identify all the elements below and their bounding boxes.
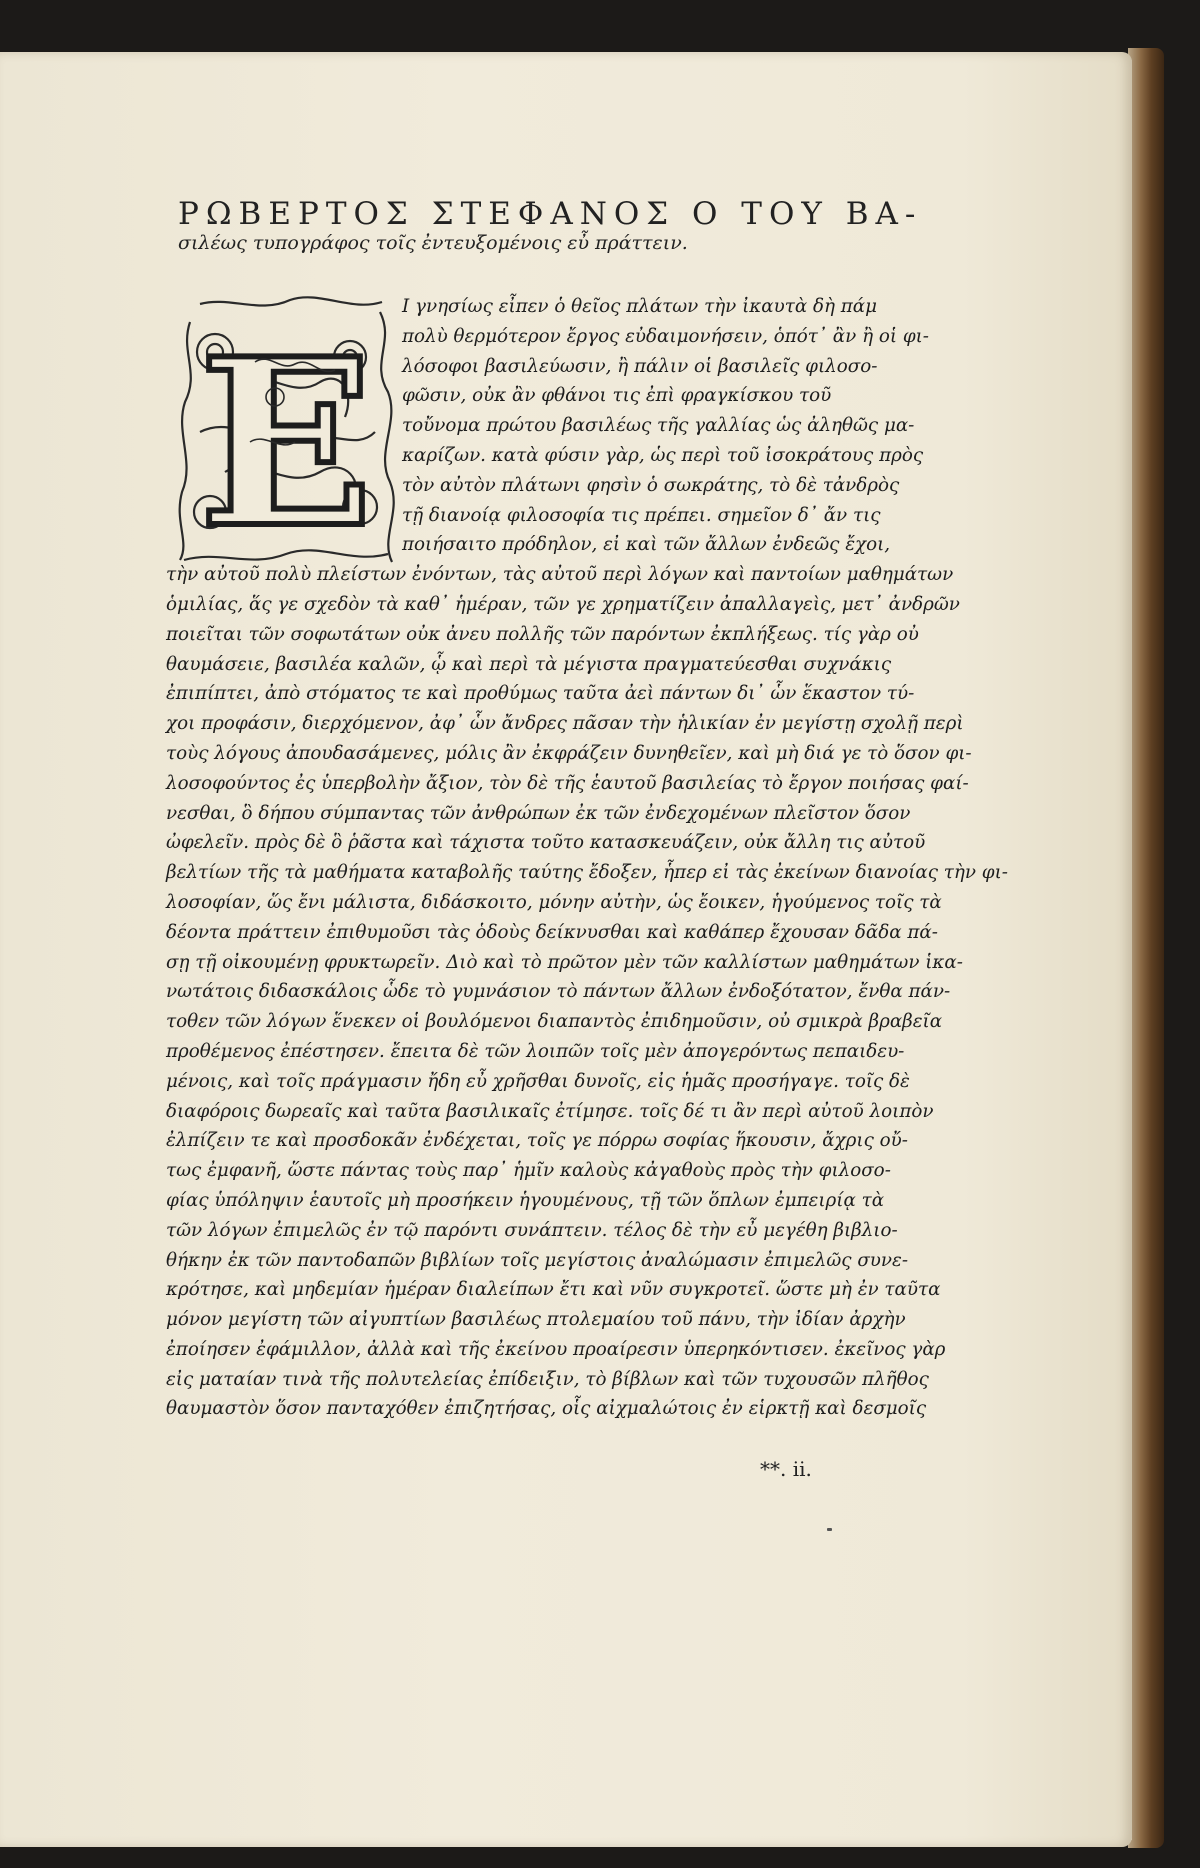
text-line: νεσθαι, ὃ δήπου σύμπαντας τῶν ἀνθρώπων ἐκ τῶν ἐνδεχομένων πλεῖστον ὅσον <box>166 802 911 824</box>
text-line: ἐλπίζειν τε καὶ προσδοκᾶν ἐνδέχεται, τοῖς γε πόρρω σοφίας ἥκουσιν, ἄχρις οὔ- <box>166 1130 908 1152</box>
page-title: ΡΩΒΕΡΤΟΣ ΣΤΕΦΑΝΟΣ Ο ΤΟΥ ΒΑ- <box>178 196 923 232</box>
text-line: μένοις, καὶ τοῖς πράγμασιν ἤδη εὖ χρῆσθαι δυνοῖς, εἰς ἡμᾶς προσήγαγε. τοῖς δὲ <box>166 1070 910 1092</box>
text-line: τοὔνομα πρώτου βασιλέως τῆς γαλλίας ὡς ἀληθῶς μα- <box>402 415 915 437</box>
text-line: μόνον μεγίστη τῶν αἰγυπτίων βασιλέως πτολεμαίου τοῦ πάνυ, τὴν ἰδίαν ἀρχὴν <box>166 1309 906 1331</box>
text-line: ἐποίησεν ἐφάμιλλον, ἀλλὰ καὶ τῆς ἐκείνου προαίρεσιν ὑπερηκόντισεν. ἐκεῖνος γὰρ <box>166 1338 946 1360</box>
text-line: νωτάτοις διδασκάλοις ὧδε τὸ γυμνάσιον τὸ πάντων ἄλλων ἐνδοξότατον, ἔνθα πάν- <box>166 981 951 1003</box>
text-line: τοὺς λόγους ἀπουδασάμενες, μόλις ἂν ἐκφράζειν δυνηθεῖεν, καὶ μὴ διά γε τὸ ὅσον φι- <box>166 742 972 764</box>
text-line: εἰς ματαίαν τινὰ τῆς πολυτελείας ἐπίδειξιν, τὸ βίβλων καὶ τῶν τυχουσῶν πλῆθος <box>166 1368 929 1390</box>
text-line: τως ἐμφανῆ, ὥστε πάντας τοὺς παρ᾽ ἡμῖν καλοὺς κἀγαθοὺς πρὸς τὴν φιλοσο- <box>166 1160 891 1182</box>
text-line: χοι προφάσιν, διερχόμενον, ἀφ᾽ ὧν ἄνδρες πᾶσαν τὴν ἡλικίαν ἐν μεγίστῃ σχολῇ περὶ <box>166 713 964 735</box>
text-line: κρότησε, καὶ μηδεμίαν ἡμέραν διαλείπων ἔτι καὶ νῦν συγκροτεῖ. ὥστε μὴ ἐν ταῦτα <box>166 1279 941 1301</box>
text-line: τὴν αὐτοῦ πολὺ πλείστων ἐνόντων, τὰς αὐτοῦ περὶ λόγων καὶ παντοίων μαθημάτων <box>166 564 954 586</box>
body-text <box>166 292 1008 1424</box>
text-line: διαφόροις δωρεαῖς καὶ ταῦτα βασιλικαῖς ἐτίμησε. τοῖς δέ τι ἂν περὶ αὐτοῦ λοιπὸν <box>166 1100 934 1122</box>
text-line: θαυμαστὸν ὅσον πανταχόθεν ἐπιζητήσας, οἷς αἰχμαλώτοις ἐν εἱρκτῇ καὶ δεσμοῖς <box>166 1398 927 1420</box>
text-line: ἐπιπίπτει, ἀπὸ στόματος τε καὶ προθύμως ταῦτα ἀεὶ πάντων δι᾽ ὧν ἕκαστον τύ- <box>166 683 915 705</box>
text-line: βελτίων τῆς τὰ μαθήματα καταβολῆς ταύτης ἔδοξεν, ἧπερ εἰ τὰς ἐκείνων διανοίας τὴν φι- <box>166 862 1008 884</box>
book-spine <box>1128 48 1164 1848</box>
text-line: δέοντα πράττειν ἐπιθυμοῦσι τὰς ὁδοὺς δείκνυσθαι καὶ καθάπερ ἔχουσαν δᾶδα πά- <box>166 921 938 943</box>
text-line: ὠφελεῖν. πρὸς δὲ ὃ ῥᾶστα καὶ τάχιστα τοῦτο κατασκευάζειν, οὐκ ἄλλη τις αὐτοῦ <box>166 832 926 854</box>
text-line: Ι γνησίως εἶπεν ὁ θεῖος πλάτων τὴν ἰκαυτὰ δὴ πάμ <box>402 296 877 317</box>
text-line: σῃ τῇ οἰκουμένῃ φρυκτωρεῖν. Διὸ καὶ τὸ πρῶτον μὲν τῶν καλλίστων μαθημάτων ἱκα- <box>166 951 963 973</box>
text-line: τῇ διανοίᾳ φιλοσοφία τις πρέπει. σημεῖον δ᾽ ἄν τις <box>402 504 881 526</box>
text-line: ποιεῖται τῶν σοφωτάτων οὐκ ἀνευ πολλῆς τῶν παρόντων ἐκπλήξεως. τίς γὰρ οὐ <box>166 623 919 645</box>
page-subtitle: σιλέως τυπογράφος τοῖς ἐντευξομένοις εὖ πράττειν. <box>178 232 688 254</box>
text-line: τοθεν τῶν λόγων ἕνεκεν οἱ βουλόμενοι διαπαντὸς ἐπιδημοῦσιν, οὐ σμικρὰ βραβεῖα <box>166 1011 943 1033</box>
text-line: τὸν αὐτὸν πλάτωνι φησὶν ὁ σωκράτης, τὸ δὲ τἀνδρὸς <box>402 474 900 496</box>
ink-speck <box>827 1528 832 1531</box>
text-line: λοσοφίαν, ὥς ἔνι μάλιστα, διδάσκοιτο, μόνην αὐτὴν, ὡς ἔοικεν, ἡγούμενος τοῖς τὰ <box>166 891 942 913</box>
text-line: φῶσιν, οὐκ ἂν φθάνοι τις ἐπὶ φραγκίσκου τοῦ <box>402 385 832 407</box>
text-line: πολὺ θερμότερον ἔργος εὐδαιμονήσειν, ὁπότ᾽ ἂν ἢ οἱ φι- <box>402 325 929 347</box>
text-line: τῶν λόγων ἐπιμελῶς ἐν τῷ παρόντι συνάπτειν. τέλος δὲ τὴν εὖ μεγέθη βιβλιο- <box>166 1219 898 1241</box>
text-line: φίας ὑπόληψιν ἑαυτοῖς μὴ προσήκειν ἡγουμένους, τῇ τῶν ὅπλων ἐμπειρίᾳ τὰ <box>166 1189 885 1211</box>
text-line: λόσοφοι βασιλεύωσιν, ἢ πάλιν οἱ βασιλεῖς φιλοσο- <box>402 355 878 377</box>
text-line: ποιήσαιτο πρόδηλον, εἰ καὶ τῶν ἄλλων ἐνδεῶς ἔχοι, <box>402 534 891 556</box>
text-line: θήκην ἐκ τῶν παντοδαπῶν βιβλίων τοῖς μεγίστοις ἀναλώμασιν ἐπιμελῶς συνε- <box>166 1249 909 1271</box>
text-line: καρίζων. κατὰ φύσιν γὰρ, ὡς περὶ τοῦ ἰσοκράτους πρὸς <box>402 444 924 466</box>
text-line: προθέμενος ἐπέστησεν. ἔπειτα δὲ τῶν λοιπῶν τοῖς μὲν ἀπογερόντως πεπαιδευ- <box>166 1040 905 1062</box>
signature-mark: **. ii. <box>760 1457 812 1481</box>
text-line: λοσοφούντος ἐς ὑπερβολὴν ἄξιον, τὸν δὲ τῆς ἑαυτοῦ βασιλείας τὸ ἔργον ποιήσας φαί- <box>166 772 969 794</box>
svg-text:Ε: Ε <box>198 309 374 579</box>
text-line: θαυμάσειε, βασιλέα καλῶν, ᾧ καὶ περὶ τὰ μέγιστα πραγματεύεσθαι συχνάκις <box>166 653 892 675</box>
text-line: ὁμιλίας, ἅς γε σχεδὸν τὰ καθ᾽ ἡμέραν, τῶν γε χρηματίζειν ἀπαλλαγεὶς, μετ᾽ ἀνδρῶν <box>166 593 960 615</box>
